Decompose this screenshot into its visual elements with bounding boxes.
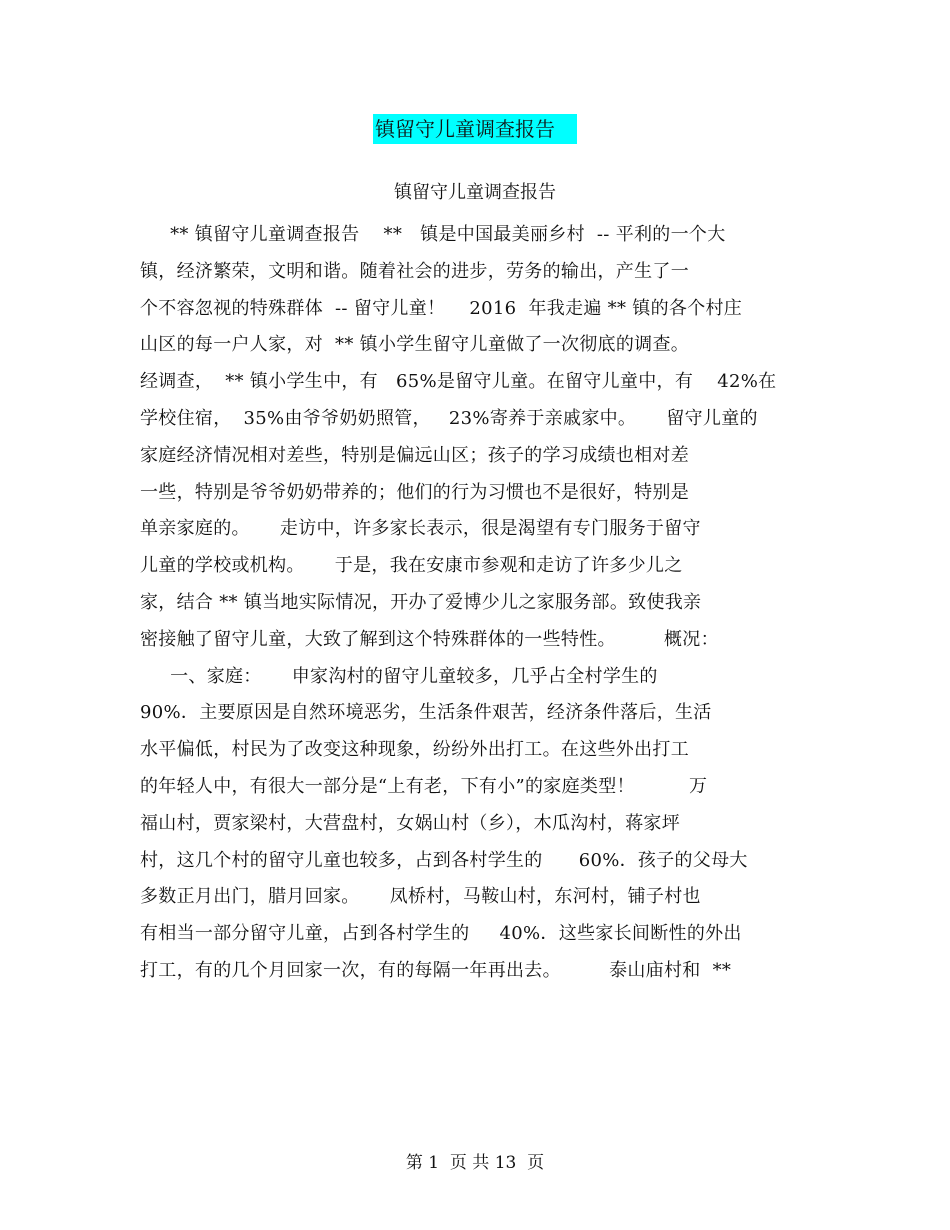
document-body [140,222,810,995]
body-line: 密接触了留守儿童，大致了解到这个特殊群体的一些特性。 概况： [140,628,719,650]
body-line: 儿童的学校或机构。 于是，我在安康市参观和走访了许多少儿之 [140,555,683,577]
document-title: 镇留守儿童调查报告 [373,114,577,144]
title-container [0,114,950,144]
body-line: 家，结合 ** 镇当地实际情况，开办了爱博少儿之家服务部。致使我亲 [140,591,702,613]
body-line: 村，这几个村的留守儿童也较多，占到各村学生的 60%．孩子的父母大 [140,849,748,871]
body-line: 山区的每一户人家，对 ** 镇小学生留守儿童做了一次彻底的调查。 [140,334,690,356]
body-line: ** 镇留守儿童调查报告 ** 镇是中国最美丽乡村 -- 平利的一个大 [140,224,726,245]
body-line: 个不容忽视的特殊群体 -- 留守儿童！ 2016 年我走遍 ** 镇的各个村庄 [140,297,743,319]
body-line: 打工，有的几个月回家一次，有的每隔一年再出去。 泰山庙村和 ** [140,959,732,981]
body-line: 一、家庭： 申家沟村的留守儿童较多，几乎占全村学生的 [140,665,658,687]
body-line: 多数正月出门，腊月回家。 凤桥村，马鞍山村，东河村，铺子村也 [140,886,701,908]
body-line: 经调查， ** 镇小学生中，有 65%是留守儿童。在留守儿童中，有 42%在 [140,371,777,393]
body-line: 家庭经济情况相对差些，特别是偏远山区；孩子的学习成绩也相对差 [140,444,689,466]
body-line: 单亲家庭的。 走访中，许多家长表示，很是渴望有专门服务于留守 [140,518,701,540]
page-footer: 第 1 页 共 13 页 [405,1153,545,1173]
body-line: 90%．主要原因是自然环境恶劣，生活条件艰苦，经济条件落后，生活 [140,702,712,724]
body-line: 福山村，贾家梁村，大营盘村，女娲山村（乡），木瓜沟村，蒋家坪 [140,812,680,834]
body-line: 有相当一部分留守儿童，占到各村学生的 40%．这些家长间断性的外出 [140,923,742,945]
body-line: 的年轻人中，有很大一部分是“上有老，下有小”的家庭类型！ 万 [140,775,708,797]
body-line: 镇，经济繁荣，文明和谐。随着社会的进步，劳务的输出，产生了一 [140,260,689,282]
body-line: 学校住宿， 35%由爷爷奶奶照管， 23%寄养于亲戚家中。 留守儿童的 [140,407,758,429]
document-subtitle: 镇留守儿童调查报告 [394,182,556,203]
body-line: 一些，特别是爷爷奶奶带养的；他们的行为习惯也不是很好，特别是 [140,481,689,503]
body-line: 水平偏低，村民为了改变这种现象，纷纷外出打工。在这些外出打工 [140,739,689,761]
